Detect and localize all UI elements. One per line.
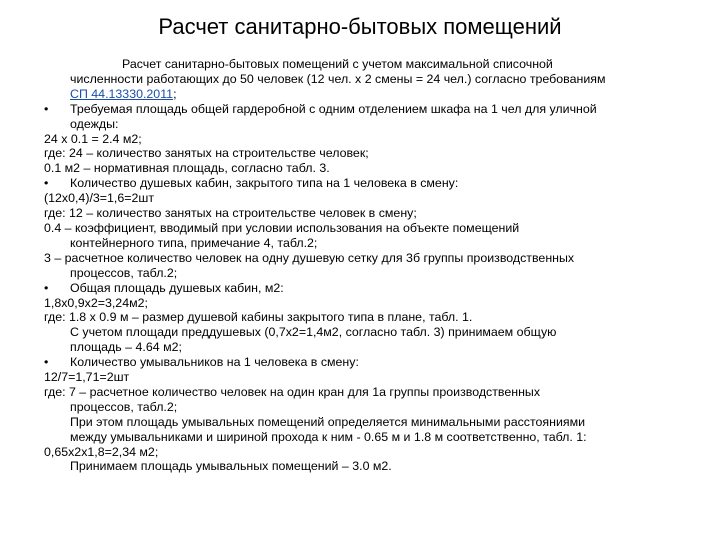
bullet-wardrobe-cont: одежды:: [70, 116, 119, 131]
bullet-showers-text: Количество душевых кабин, закрытого типа на 1 человека в смену:: [70, 176, 459, 191]
norm-reference-link[interactable]: СП 44.13330.2011: [70, 86, 174, 101]
intro-line-2: численности работающих до 50 человек (12 чел. х 2 смены = 24 чел.) согласно требованиям: [70, 71, 606, 86]
bullet-washbasins-text: Количество умывальников на 1 человека в смену:: [70, 355, 359, 370]
bullet-showers: [44, 176, 700, 191]
note-wardrobe-1: где: 24 – количество занятых на строительстве человек;: [44, 146, 369, 161]
note-showers-1: где: 12 – количество занятых на строительстве человек в смену;: [44, 206, 417, 221]
bullet-icon: •: [44, 176, 49, 191]
bullet-wardrobe-text: Требуемая площадь общей гардеробной с одним отделением шкафа на 1 чел для уличной: [70, 101, 597, 116]
note-showers-3: 3 – расчетное количество человек на одну душевую сетку для 3б группы производственных: [44, 250, 575, 265]
note-washbasins-2-cont: между умывальниками и шириной прохода к ним - 0.65 м и 1.8 м соответственно, табл. 1:: [70, 429, 587, 444]
conclusion-washbasin-area: Принимаем площадь умывальных помещений – 3.0 м2.: [70, 459, 392, 474]
intro-line-1: Расчет санитарно-бытовых помещений с учетом максимальной списочной: [122, 57, 553, 71]
page-title: Расчет санитарно-бытовых помещений: [158, 14, 562, 39]
formula-shower-area: 1,8х0,9х2=3,24м2;: [44, 295, 148, 310]
bullet-washbasins: [44, 355, 700, 370]
note-showers-2: 0.4 – коэффициент, вводимый при условии использования на объекте помещений: [44, 220, 520, 235]
intro-line-3: [44, 87, 700, 102]
note-showers-2-cont: контейнерного типа, примечание 4, табл.2;: [70, 235, 318, 250]
bullet-shower-area-text: Общая площадь душевых кабин, м2:: [70, 280, 284, 295]
note-washbasins-2: При этом площадь умывальных помещений определяется минимальными расстояниями: [70, 414, 586, 429]
note-wardrobe-2: 0.1 м2 – нормативная площадь, согласно табл. 3.: [44, 161, 330, 176]
note-showers-3-cont: процессов, табл.2;: [70, 265, 178, 280]
bullet-wardrobe: [44, 102, 700, 117]
formula-showers: (12х0,4)/3=1,6=2шт: [44, 191, 154, 206]
bullet-icon: •: [44, 101, 49, 116]
note-washbasins-1-cont: процессов, табл.2;: [70, 399, 178, 414]
bullet-icon: •: [44, 280, 49, 295]
bullet-shower-area: [44, 281, 700, 296]
note-washbasins-1: где: 7 – расчетное количество человек на один кран для 1а группы производственных: [44, 384, 541, 399]
formula-washbasin-area: 0,65х2х1,8=2,34 м2;: [44, 444, 159, 459]
bullet-icon: •: [44, 355, 49, 370]
note-shower-area-2-cont: площадь – 4.64 м2;: [70, 340, 182, 355]
document-body: [44, 57, 700, 474]
formula-washbasins: 12/7=1,71=2шт: [44, 370, 130, 385]
note-shower-area-1: где: 1.8 х 0.9 м – размер душевой кабины закрытого типа в плане, табл. 1.: [44, 310, 473, 325]
intro-line-3-tail: ;: [173, 86, 177, 101]
note-shower-area-2: С учетом площади преддушевых (0,7х2=1,4м2, согласно табл. 3) принимаем общую: [70, 325, 557, 340]
formula-wardrobe: 24 х 0.1 = 2.4 м2;: [44, 131, 142, 146]
